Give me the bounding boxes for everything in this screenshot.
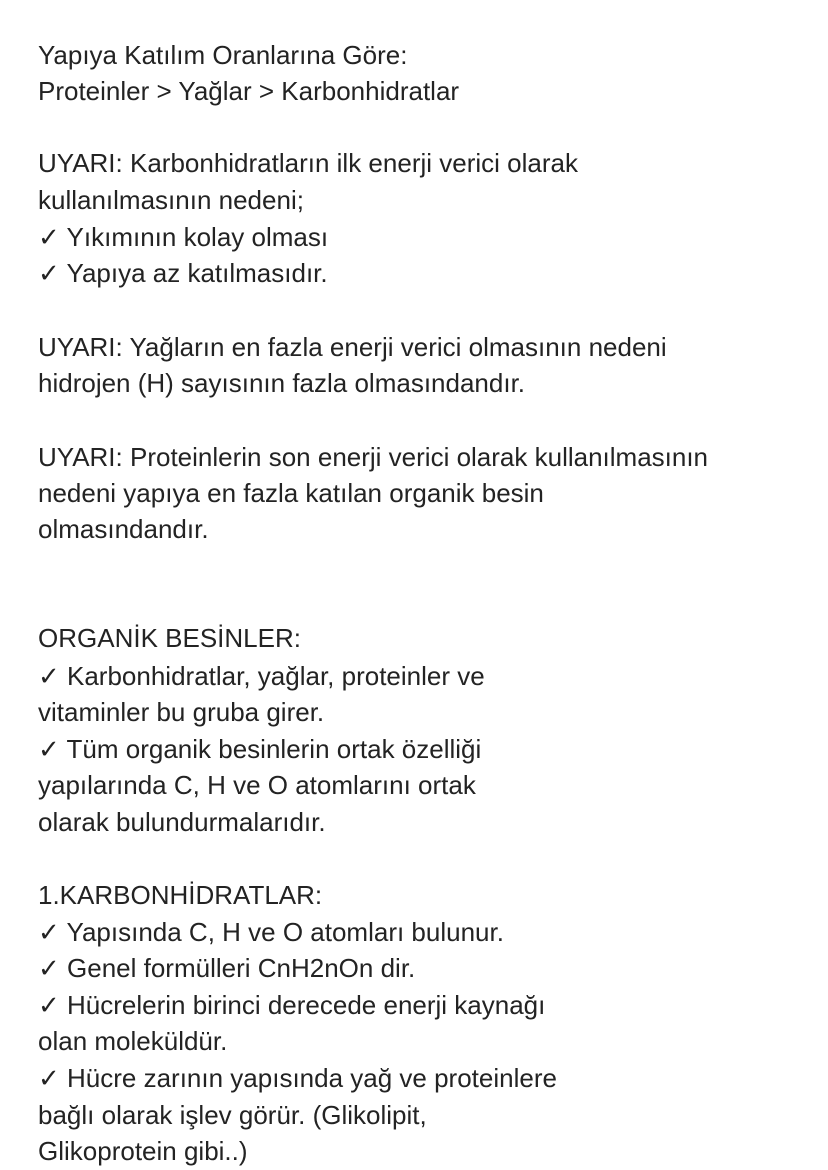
text-line: olmasındandır.	[38, 514, 209, 544]
check-item: ✓ Yıkımının kolay olması	[38, 222, 329, 252]
text-line: Proteinler > Yağlar > Karbonhidratlar	[38, 76, 460, 106]
text-line: vitaminler bu gruba girer.	[38, 697, 325, 727]
check-item: ✓ Hücrelerin birinci derecede enerji kaynağı	[38, 990, 546, 1020]
text-line: Glikoprotein gibi..)	[38, 1136, 248, 1166]
warning-line: UYARI: Proteinlerin son enerji verici olarak kullanılmasının	[38, 442, 709, 472]
section-heading: ORGANİK BESİNLER:	[38, 623, 301, 653]
text-line: nedeni yapıya en fazla katılan organik besin	[38, 478, 544, 508]
check-item: ✓ Hücre zarının yapısında yağ ve proteinlere	[38, 1063, 557, 1093]
check-item: ✓ Yapıya az katılmasıdır.	[38, 258, 328, 288]
check-item: ✓ Tüm organik besinlerin ortak özelliği	[38, 734, 482, 764]
warning-line: UYARI: Karbonhidratların ilk enerji verici olarak	[38, 148, 578, 178]
text-line: hidrojen (H) sayısının fazla olmasındandır.	[38, 368, 526, 398]
check-item: ✓ Genel formülleri CnH2nOn dir.	[38, 953, 416, 983]
text-line: kullanılmasının nedeni;	[38, 185, 304, 215]
text-line: yapılarında C, H ve O atomlarını ortak	[38, 770, 476, 800]
check-item: ✓ Yapısında C, H ve O atomları bulunur.	[38, 917, 504, 947]
text-line: bağlı olarak işlev görür. (Glikolipit,	[38, 1100, 427, 1130]
heading-line: Yapıya Katılım Oranlarına Göre:	[38, 40, 408, 70]
warning-line: UYARI: Yağların en fazla enerji verici olmasının nedeni	[38, 332, 667, 362]
text-line: olan moleküldür.	[38, 1026, 228, 1056]
text-line: olarak bulundurmalarıdır.	[38, 807, 326, 837]
check-item: ✓ Karbonhidratlar, yağlar, proteinler ve	[38, 661, 485, 691]
section-heading: 1.KARBONHİDRATLAR:	[38, 880, 323, 910]
